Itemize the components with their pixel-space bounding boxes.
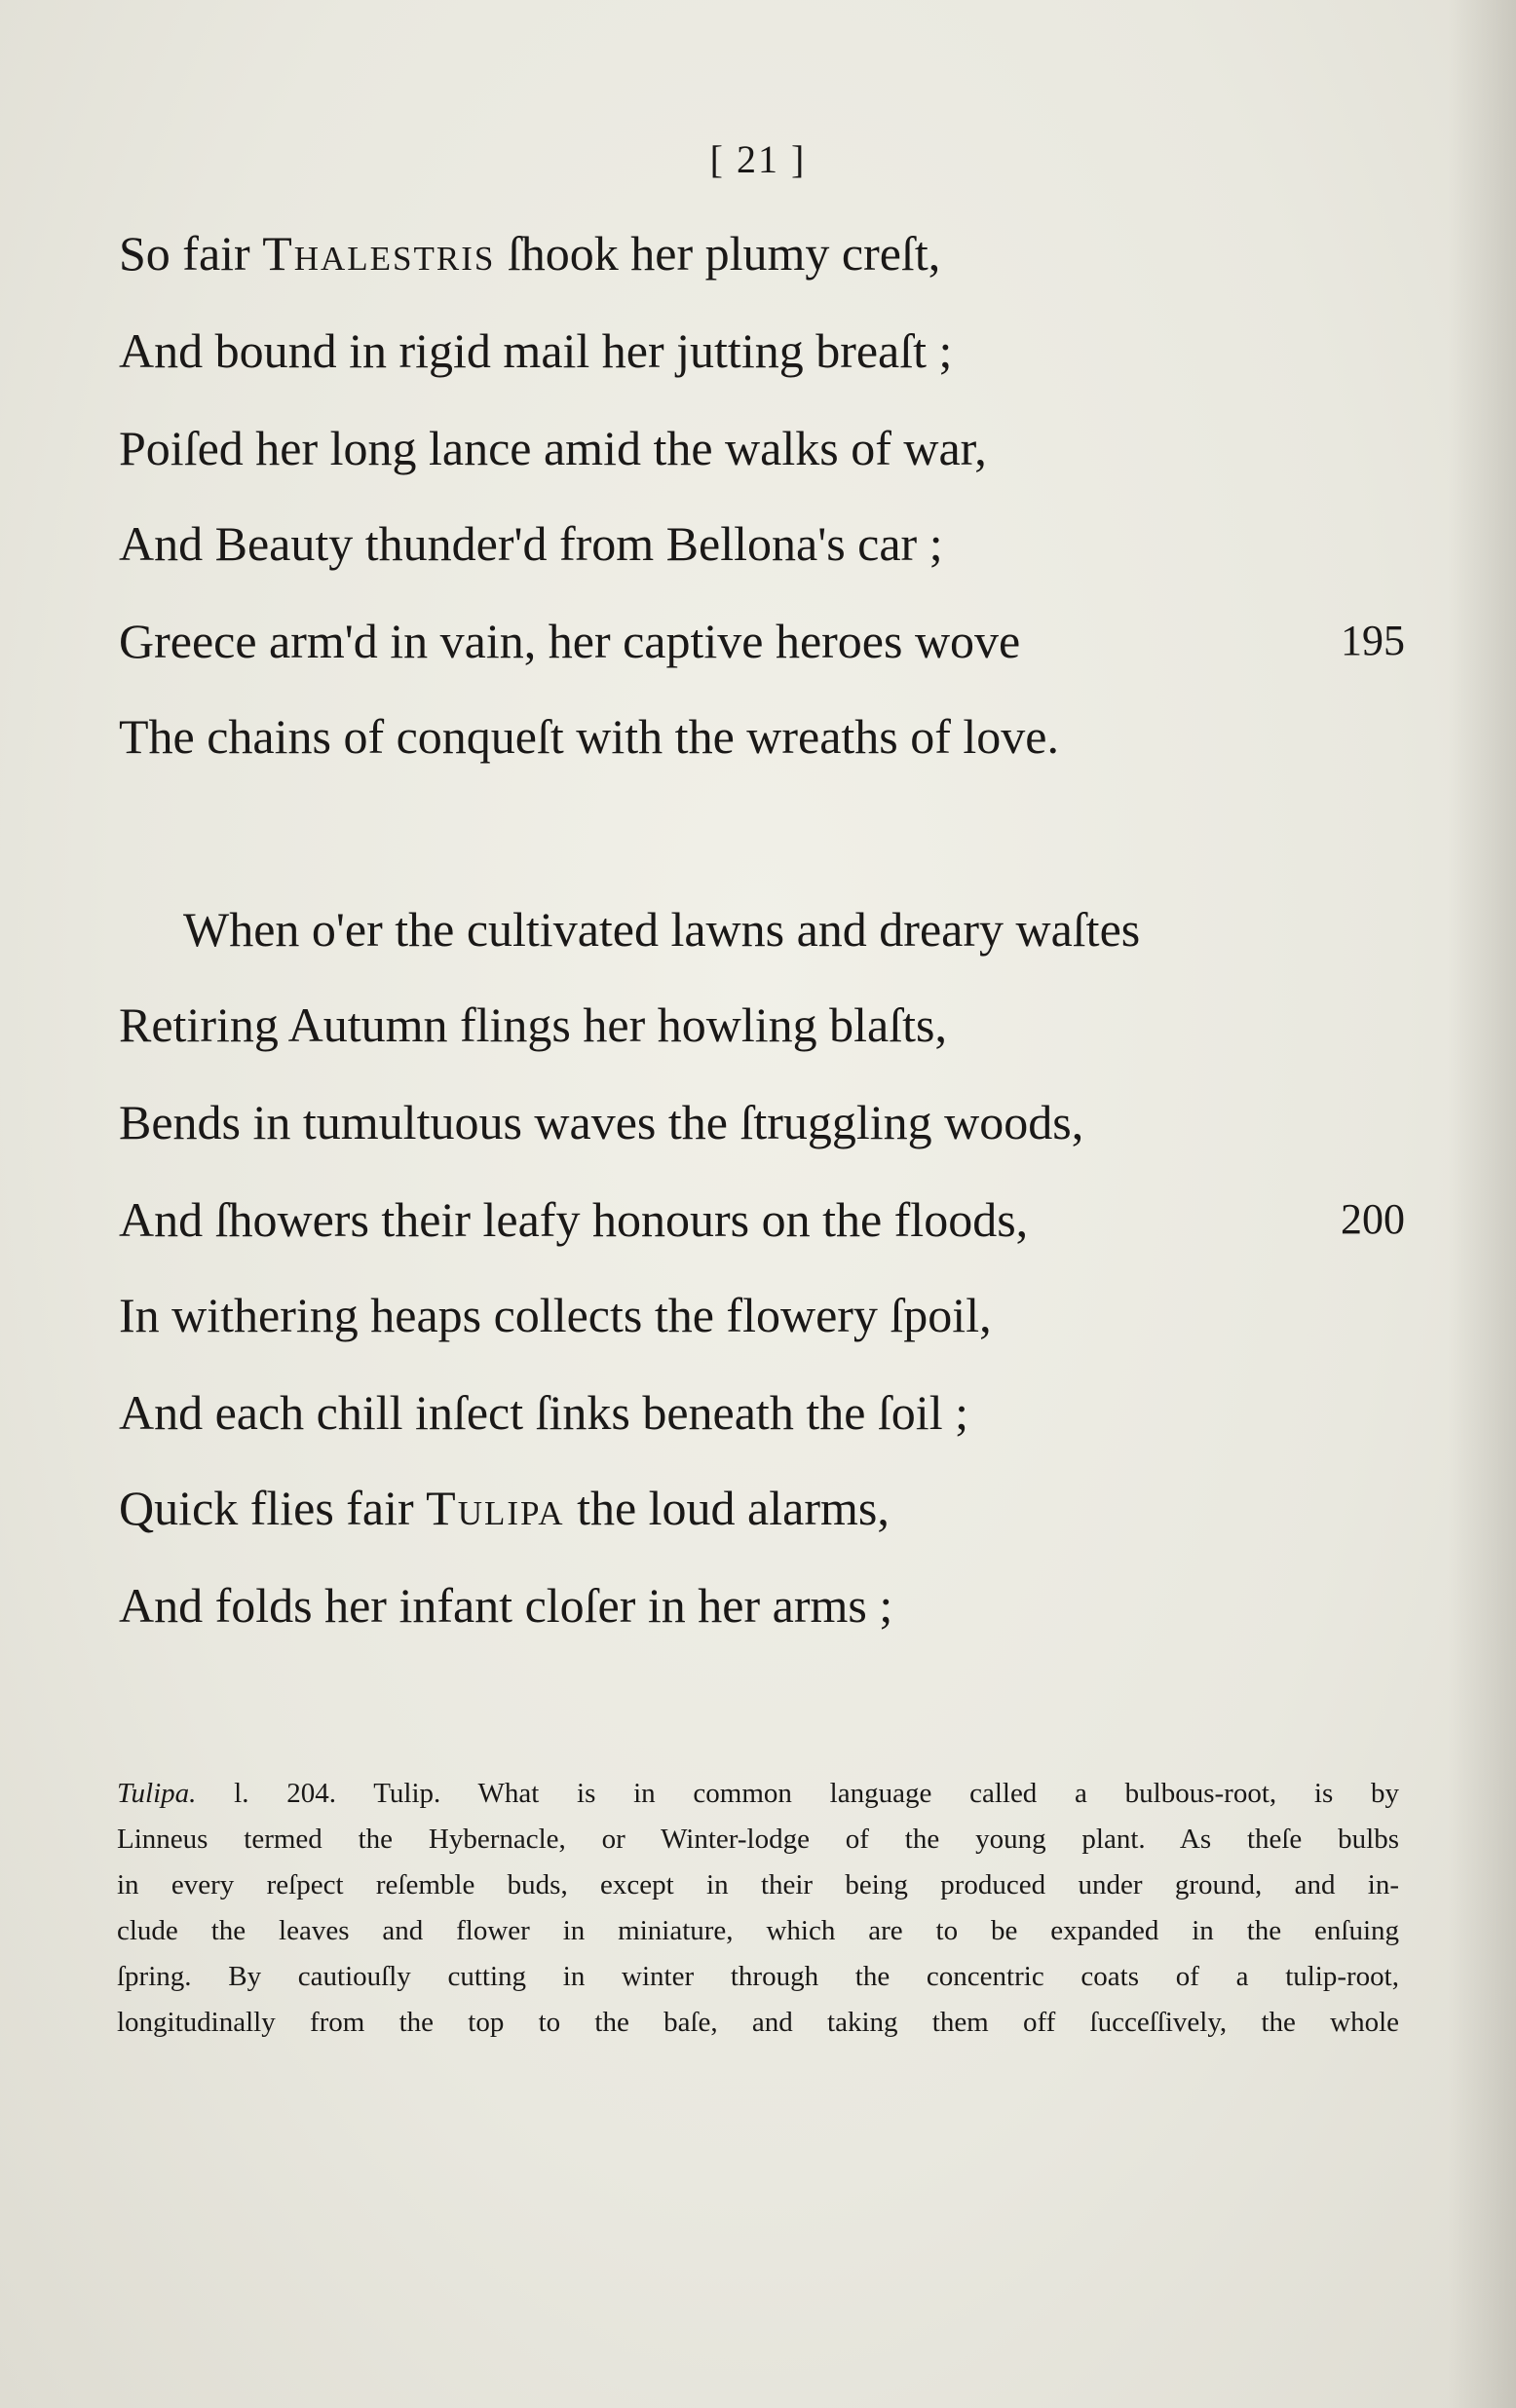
verse-text: And bound in rigid mail her jutting breaſt ;	[119, 323, 953, 378]
verse-line	[119, 419, 1405, 477]
page-number: [ 21 ]	[709, 137, 807, 181]
verse-text: In withering heaps collects the flowery ſpoil,	[119, 1288, 992, 1342]
verse-name: Tulipa	[426, 1481, 565, 1535]
line-number: 195	[1341, 617, 1405, 664]
verse-line	[119, 1286, 1405, 1344]
footnote-line	[117, 1771, 1399, 1817]
verse-line	[119, 996, 1405, 1054]
verse-text: Quick flies fair	[119, 1481, 427, 1535]
footnote-line: clude the leaves and flower in miniature, which are to be expanded in the enſuing	[117, 1915, 1399, 1946]
verse-line	[119, 514, 1405, 573]
verse-text: the loud alarms,	[564, 1481, 890, 1535]
verse-line	[119, 707, 1405, 766]
verse-line	[119, 1383, 1405, 1442]
footnote-line: Linneus termed the Hybernacle, or Winter-lodge of the young plant. As theſe bulbs	[117, 1824, 1399, 1855]
verse-text: So fair	[119, 226, 263, 281]
verse-line	[119, 224, 1405, 282]
verse-line	[119, 321, 1405, 380]
verse-text: Retiring Autumn flings her howling blaſts,	[119, 997, 947, 1052]
footnote-text: l. 204. Tulip. What is in common language called a bulbous-root, is by	[196, 1778, 1399, 1809]
line-number: 200	[1341, 1195, 1405, 1243]
footnote-line: longitudinally from the top to the baſe, and taking them off ſucceſſively, the whole	[117, 2007, 1399, 2038]
verse-line	[119, 1190, 1405, 1249]
verse-line	[119, 612, 1405, 670]
verse-text: And folds her infant cloſer in her arms ;	[119, 1578, 893, 1633]
verse-text: The chains of conqueſt with the wreaths of love.	[119, 709, 1059, 764]
verse-line	[119, 1479, 1405, 1537]
verse-line	[119, 1576, 1405, 1635]
verse-text: Bends in tumultuous waves the ſtruggling woods,	[119, 1095, 1084, 1149]
page-gutter-shadow	[1448, 0, 1516, 2408]
verse-text: Poiſed her long lance amid the walks of war,	[119, 421, 987, 475]
footnote-term: Tulipa.	[117, 1778, 197, 1809]
footnote	[117, 1771, 1399, 2046]
verse-line	[183, 900, 1405, 959]
verse-line	[119, 1093, 1405, 1151]
verse-text: Greece arm'd in vain, her captive heroes wove	[119, 614, 1021, 668]
footnote-line: in every reſpect reſemble buds, except in their being produced under ground, and in-	[117, 1869, 1399, 1900]
footnote-line: ſpring. By cautiouſly cutting in winter through the concentric coats of a tulip-root,	[117, 1961, 1399, 1992]
verse-name: Thalestris	[262, 226, 496, 281]
verse-text: And Beauty thunder'd from Bellona's car ;	[119, 516, 943, 571]
verse-text: ſhook her plumy creſt,	[495, 226, 941, 281]
verse-text: And each chill inſect ſinks beneath the ſoil ;	[119, 1385, 968, 1440]
verse-text: When o'er the cultivated lawns and dreary waſtes	[183, 902, 1141, 957]
verse-text: And ſhowers their leafy honours on the floods,	[119, 1192, 1029, 1247]
